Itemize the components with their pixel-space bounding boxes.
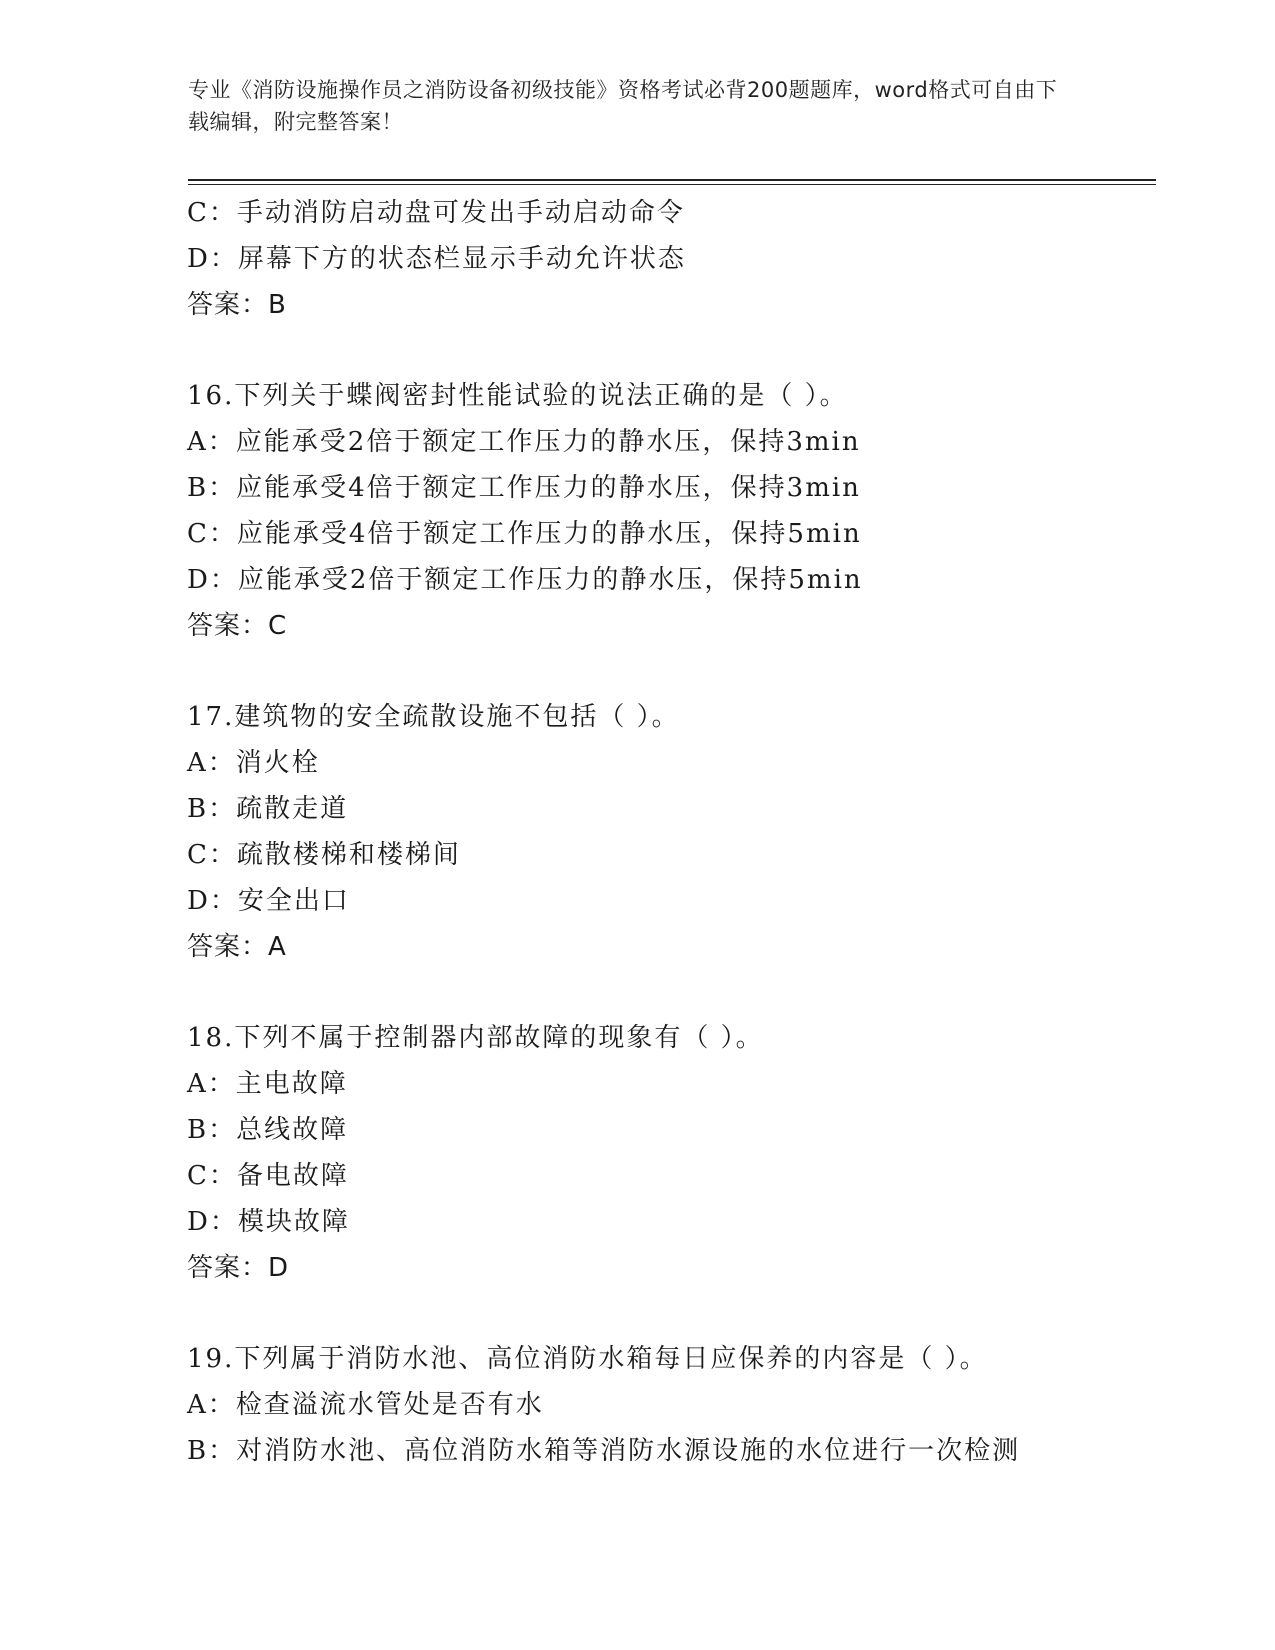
option-line: C：疏散楼梯和楼梯间 bbox=[187, 840, 461, 870]
question-stem: 19.下列属于消防水池、高位消防水箱每日应保养的内容是（ ）。 bbox=[187, 1344, 988, 1374]
spacer bbox=[187, 328, 1147, 373]
spacer bbox=[187, 1291, 1147, 1336]
option-line: D：模块故障 bbox=[187, 1207, 350, 1237]
option-line: B：疏散走道 bbox=[187, 794, 349, 824]
option-line: B：总线故障 bbox=[187, 1115, 349, 1145]
answer-line: 答案：B bbox=[187, 290, 287, 320]
option-line: C：手动消防启动盘可发出手动启动命令 bbox=[187, 198, 685, 228]
option-line: A：消火栓 bbox=[187, 748, 320, 778]
spacer bbox=[187, 970, 1147, 1015]
option-line: B：对消防水池、高位消防水箱等消防水源设施的水位进行一次检测 bbox=[187, 1436, 1021, 1466]
option-line: D：安全出口 bbox=[187, 886, 350, 916]
header-rule-thin bbox=[188, 184, 1156, 185]
question-stem: 18.下列不属于控制器内部故障的现象有（ ）。 bbox=[187, 1023, 764, 1053]
question-content bbox=[187, 190, 1147, 1474]
header-rule-thick bbox=[188, 179, 1156, 181]
option-line: C：应能承受4倍于额定工作压力的静水压，保持5min bbox=[187, 519, 862, 549]
question-stem: 17.建筑物的安全疏散设施不包括（ ）。 bbox=[187, 702, 680, 732]
document-header: 专业《消防设施操作员之消防设备初级技能》资格考试必背200题题库，word格式可自由下载编辑，附完整答案！ bbox=[188, 78, 1058, 134]
option-line: A：检查溢流水管处是否有水 bbox=[187, 1390, 544, 1420]
option-line: C：备电故障 bbox=[187, 1161, 349, 1191]
option-line: D：屏幕下方的状态栏显示手动允许状态 bbox=[187, 244, 686, 274]
option-line: A：应能承受2倍于额定工作压力的静水压，保持3min bbox=[187, 427, 861, 457]
option-line: D：应能承受2倍于额定工作压力的静水压，保持5min bbox=[187, 565, 863, 595]
answer-line: 答案：A bbox=[187, 932, 287, 962]
answer-line: 答案：D bbox=[187, 1253, 290, 1283]
option-line: A：主电故障 bbox=[187, 1069, 348, 1099]
option-line: B：应能承受4倍于额定工作压力的静水压，保持3min bbox=[187, 473, 861, 503]
question-stem: 16.下列关于蝶阀密封性能试验的说法正确的是（ ）。 bbox=[187, 381, 848, 411]
answer-line: 答案：C bbox=[187, 611, 288, 641]
spacer bbox=[187, 649, 1147, 694]
